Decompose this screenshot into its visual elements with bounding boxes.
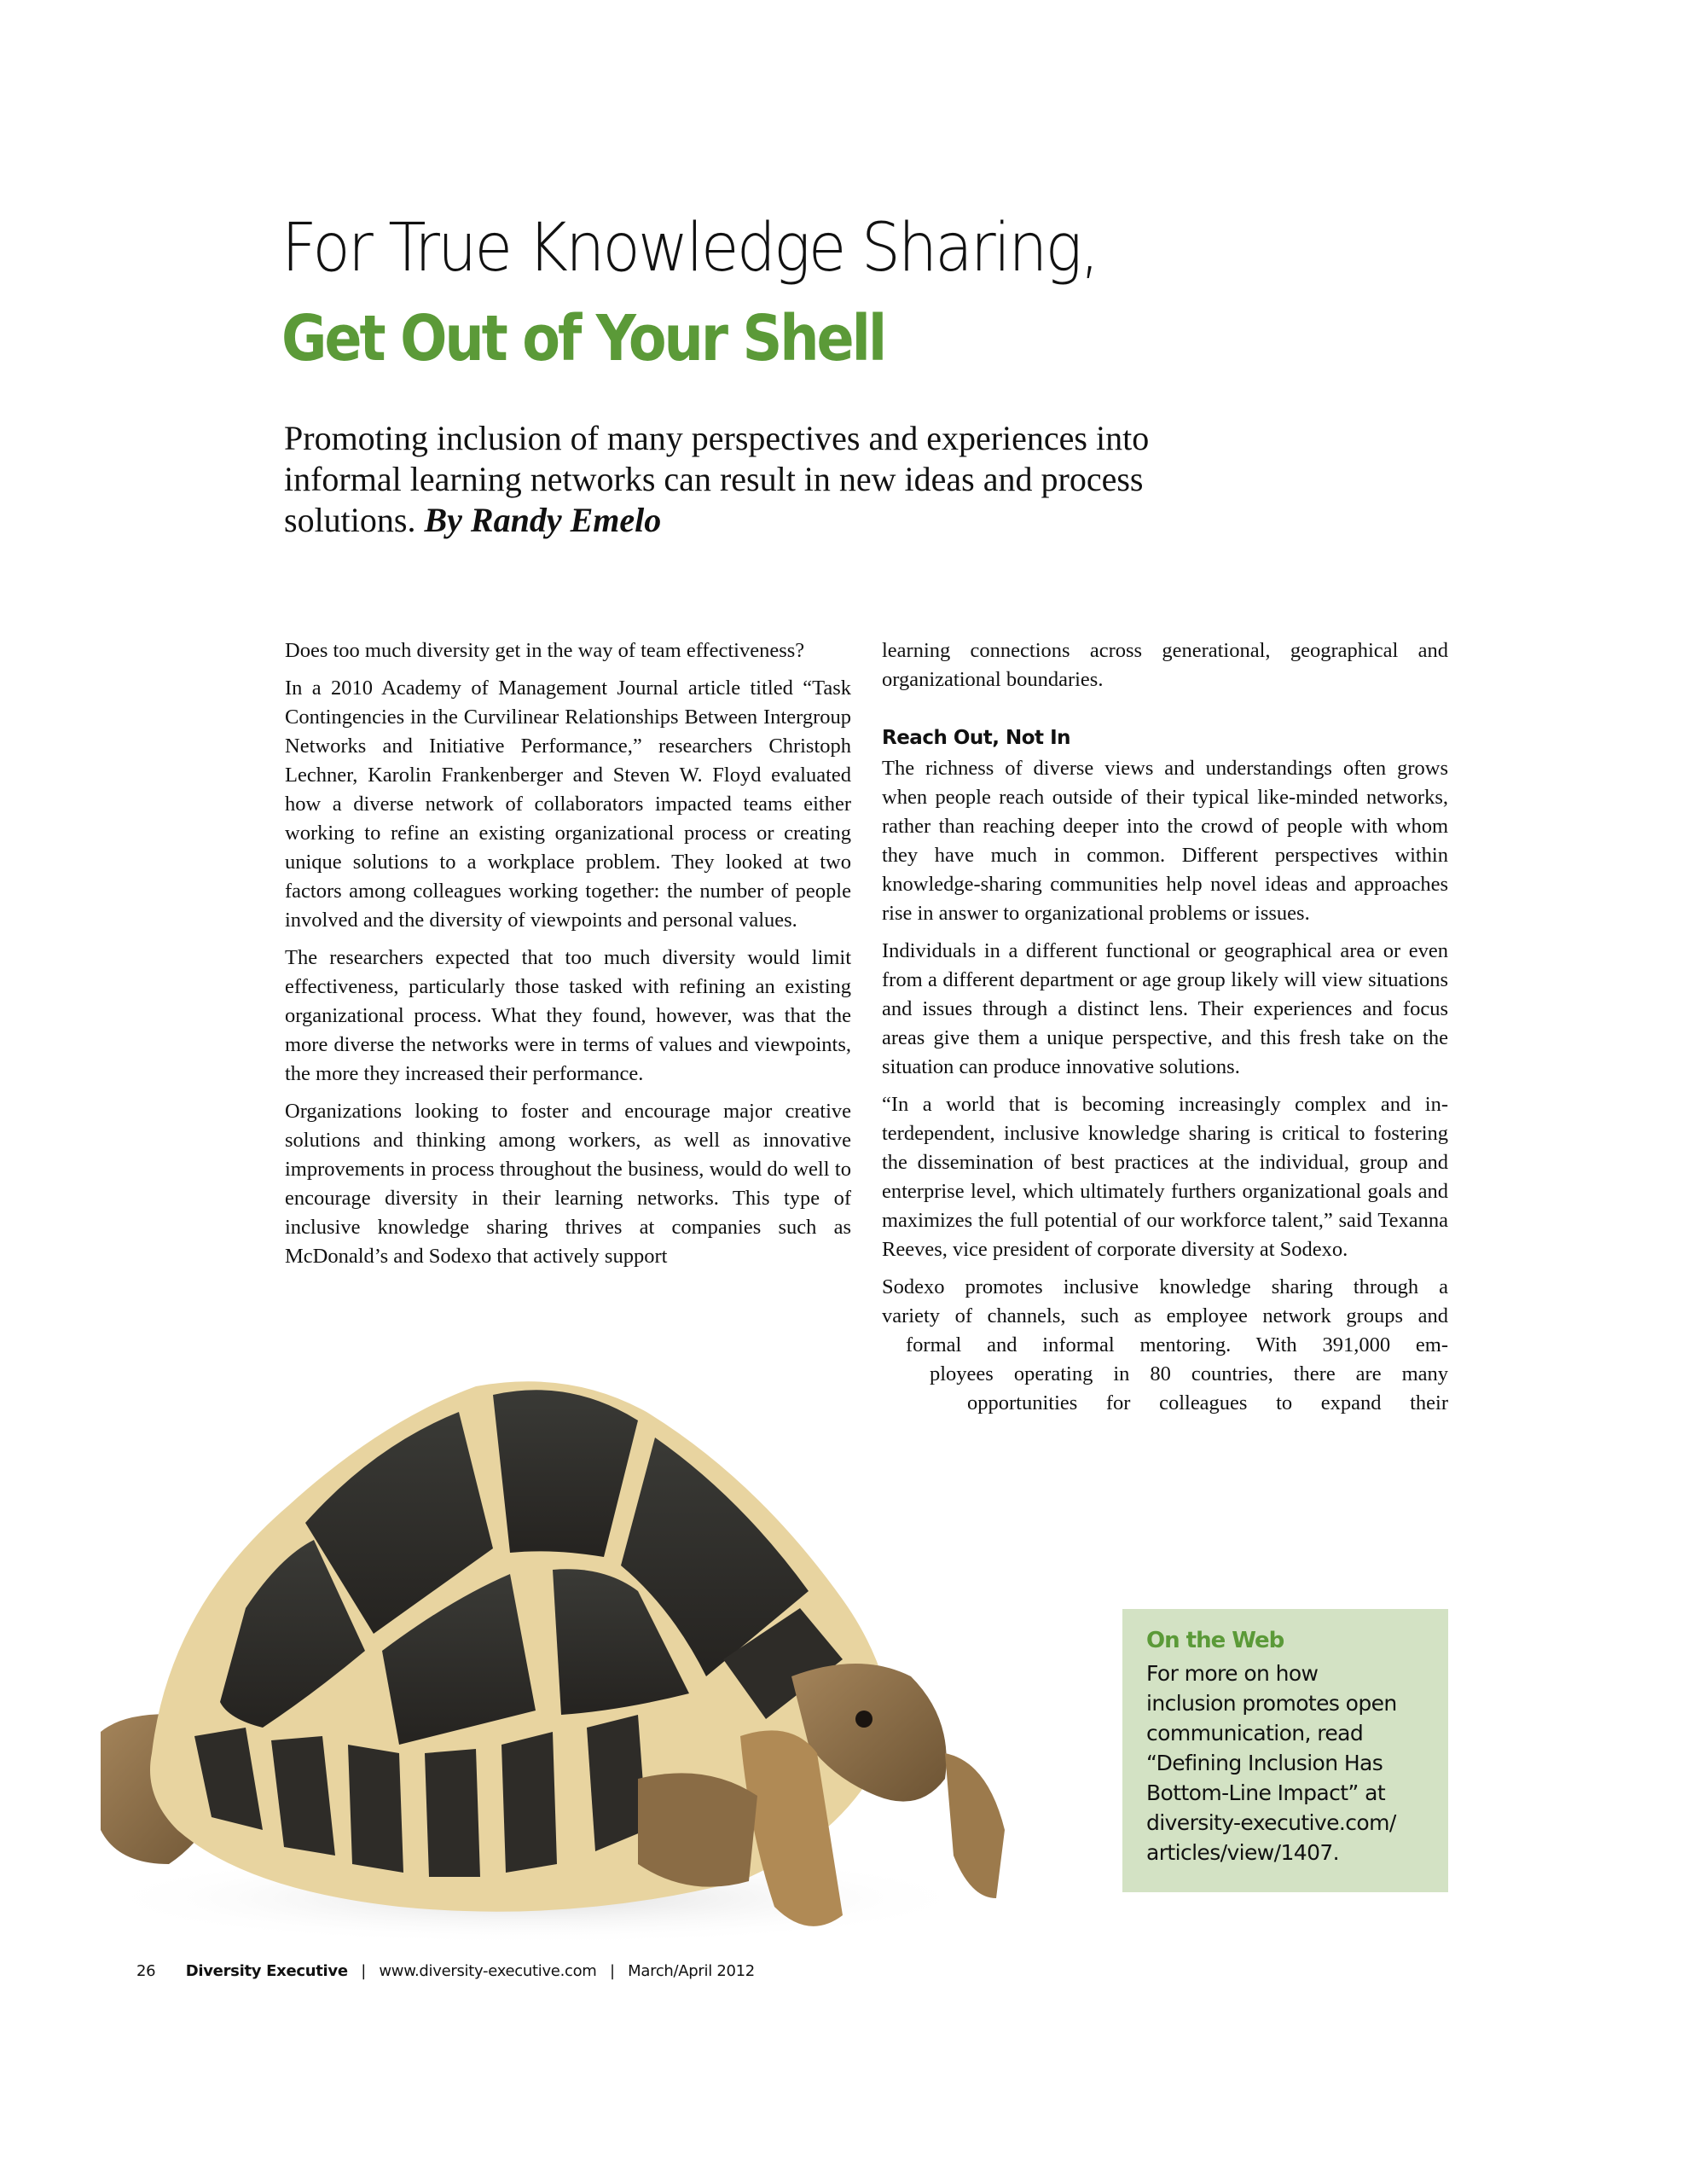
tortoise-image: [92, 1352, 1047, 1949]
paragraph: Individuals in a different functional or geographical area or even from a different department or age group likely will view situations and issues through a distinct lens. Their experiences and focus areas give them a unique perspective, and this fresh take on the situation can produce innovative solutions.: [882, 939, 1448, 1078]
on-the-web-sidebar: [1122, 1609, 1448, 1892]
page-number: 26: [136, 1962, 156, 1980]
headline-line1: For True Knowledge Sharing,: [281, 210, 1098, 287]
page-footer: [136, 1962, 755, 1980]
footer-url[interactable]: www.diversity-executive.com: [379, 1962, 597, 1980]
wrap-line: ployees operating in 80 countries, there are many: [930, 1362, 1448, 1385]
sidebar-line: inclusion promotes open: [1146, 1691, 1397, 1716]
footer-separator: |: [609, 1962, 615, 1980]
magazine-name: Diversity Executive: [185, 1962, 348, 1980]
right-column: [882, 636, 1448, 1418]
paragraph-continuation: learning connections across generational, geographical and organizational boundaries.: [882, 639, 1448, 691]
paragraph: The researchers expected that too much diversity would limit effectiveness, particularly those tasked with refining an existing organizational process. What they found, however, was that the more diverse the networks were in terms of values and viewpoints, the more they increased their performance.: [285, 946, 851, 1085]
deck-text: Promoting inclusion of many perspectives and experiences into informal learning networks can result in new ideas and process solutions.: [284, 419, 1150, 539]
paragraph: Does too much diversity get in the way of team effectiveness?: [285, 639, 805, 662]
issue-date: March/April 2012: [628, 1962, 755, 1980]
wrap-line: formal and informal mentoring. With 391,000 em-: [906, 1333, 1448, 1356]
section-subhead: Reach Out, Not In: [882, 727, 1070, 749]
sidebar-line: Bottom-Line Impact” at: [1146, 1780, 1386, 1805]
byline: By Randy Emelo: [424, 501, 662, 539]
paragraph: The richness of diverse views and understandings often grows when people reach outside of their typical like-minded networks, rather than reaching deeper into the crowd of people with whom they have much in common. Different perspectives within knowledge-sharing communities help novel ideas and approaches rise in answer to organizational problems or issues.: [882, 757, 1448, 925]
footer-separator: |: [361, 1962, 366, 1980]
sidebar-body: [1146, 1658, 1426, 1867]
sidebar-line: communication, read: [1146, 1721, 1364, 1745]
paragraph: “In a world that is becoming increasingly complex and interdependent, inclusive knowledge sharing is critical to fostering the dissemination of best practices at the individual, group and enterprise level, which ultimately furthers organizational goals and maximizes the full potential of our workforce talent,” said Texanna Reeves, vice president of corporate diversity at Sodexo.: [882, 1093, 1448, 1261]
sidebar-title: On the Web: [1146, 1628, 1284, 1653]
sidebar-line: For more on how: [1146, 1661, 1319, 1686]
sidebar-link-line[interactable]: articles/view/1407.: [1146, 1840, 1340, 1865]
headline-line2: Get Out of Your Shell: [281, 302, 885, 375]
paragraph: In a 2010 Academy of Management Journal article titled “Task Contingencies in the Curvilinear Relationships Between Intergroup Networks and Initiative Performance,” researchers Christoph Lechner, Karolin Frankenberger and Steven W. Floyd evaluated how a diverse network of collaborators impacted teams either working to refine an existing organizational process or creating unique solutions to a workplace problem. They looked at two factors among colleagues working together: the number of people involved and the diversity of viewpoints and personal values.: [285, 677, 851, 932]
paragraph: Organizations looking to foster and encourage major creative solutions and thinking among workers, as well as innovative improvements in process throughout the business, would do well to encourage diversity in their learning networks. This type of inclusive knowledge sharing thrives at companies such as McDonald’s and Sodexo that actively support: [285, 1100, 851, 1268]
wrap-line: opportunities for colleagues to expand their: [967, 1391, 1448, 1414]
wrap-line: Sodexo promotes inclusive knowledge sharing through a: [882, 1275, 1448, 1298]
deck-subtitle: [284, 418, 1239, 541]
left-column: [285, 636, 851, 1280]
sidebar-line: “Defining Inclusion Has: [1146, 1751, 1383, 1775]
wrap-line: variety of channels, such as employee network groups and: [882, 1304, 1448, 1327]
sidebar-link-line[interactable]: diversity-executive.com/: [1146, 1810, 1396, 1835]
